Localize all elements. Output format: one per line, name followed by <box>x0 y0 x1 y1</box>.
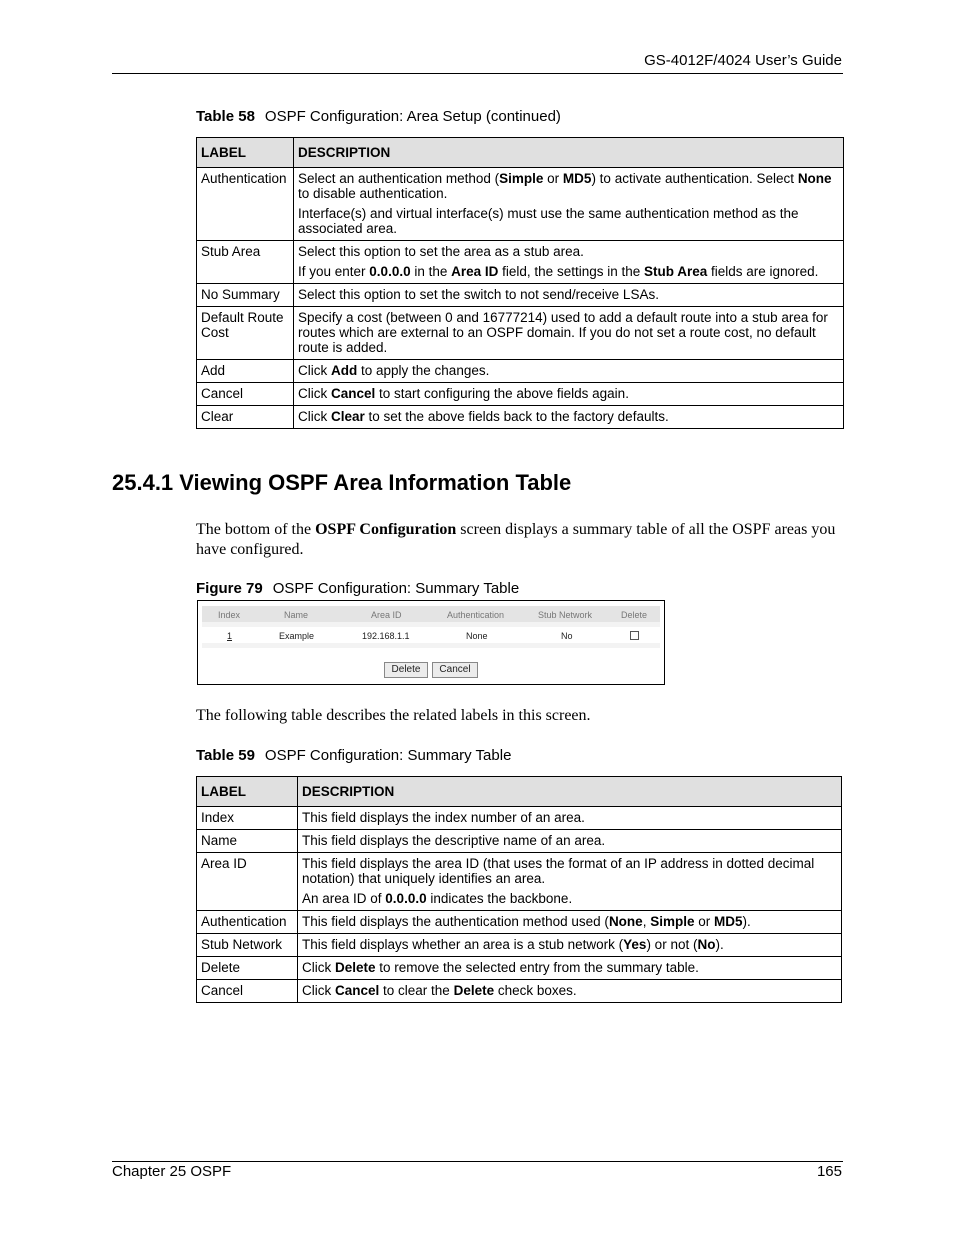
row-description: This field displays the index number of an area. <box>298 807 842 830</box>
row-label: Stub Network <box>197 934 298 957</box>
header-rule <box>112 73 843 74</box>
intro-paragraph: The bottom of the OSPF Configuration screen displays a summary table of all the OSPF areas you have configured. <box>196 521 836 558</box>
delete-checkbox[interactable] <box>630 631 639 640</box>
row-name: Example <box>279 631 315 641</box>
row-label: Delete <box>197 957 298 980</box>
section-heading: 25.4.1 Viewing OSPF Area Information Table <box>112 470 572 495</box>
row-label: Stub Area <box>197 241 294 284</box>
table-row <box>197 980 842 1003</box>
table-row <box>197 934 842 957</box>
figure79-screenshot <box>197 600 665 685</box>
table-row <box>197 241 844 284</box>
labels-paragraph: The following table describes the related labels in this screen. <box>196 707 591 724</box>
row-description: Select this option to set the area as a stub area. If you enter 0.0.0.0 in the Area ID field, the settings in the Stub Area fields are ignored. <box>294 241 844 284</box>
row-description: Select this option to set the switch to not send/receive LSAs. <box>294 284 844 307</box>
table-row <box>197 830 842 853</box>
table-row <box>197 307 844 360</box>
row-label: Authentication <box>197 168 294 241</box>
col-authentication: Authentication <box>447 610 505 620</box>
row-description: Click Clear to set the above fields back to the factory defaults. <box>294 406 844 429</box>
row-description: Click Add to apply the changes. <box>294 360 844 383</box>
row-description: This field displays the descriptive name of an area. <box>298 830 842 853</box>
row-label: Clear <box>197 406 294 429</box>
delete-button[interactable]: Delete <box>384 662 428 678</box>
table58-col-description: DESCRIPTION <box>294 138 844 168</box>
row-label: Add <box>197 360 294 383</box>
summary-table <box>202 606 660 648</box>
table-row <box>197 360 844 383</box>
col-area-id: Area ID <box>371 610 402 620</box>
col-name: Name <box>284 610 309 620</box>
table58-col-label: LABEL <box>197 138 294 168</box>
figure79-caption <box>196 580 519 597</box>
running-header: GS-4012F/4024 User’s Guide <box>644 52 842 69</box>
row-description: Specify a cost (between 0 and 16777214) used to add a default route into a stub area for routes which are external to an OSPF domain. If you do not set a route cost, no default route is added. <box>294 307 844 360</box>
summary-table-header <box>202 606 660 622</box>
row-label: No Summary <box>197 284 294 307</box>
table59-header-row <box>197 777 842 807</box>
table-row <box>197 383 844 406</box>
footer-rule <box>112 1161 843 1162</box>
row-description: Click Cancel to clear the Delete check boxes. <box>298 980 842 1003</box>
table59-caption-title: OSPF Configuration: Summary Table <box>264 747 512 764</box>
table59-caption-number: Table 59 <box>196 747 255 764</box>
figure79-caption-number: Figure 79 <box>196 580 263 597</box>
table-row <box>197 406 844 429</box>
col-index: Index <box>218 610 241 620</box>
cancel-button[interactable]: Cancel <box>432 662 478 678</box>
row-description: Click Delete to remove the selected entry from the summary table. <box>298 957 842 980</box>
row-label: Authentication <box>197 911 298 934</box>
row-label: Area ID <box>197 853 298 911</box>
figure79-caption-title: OSPF Configuration: Summary Table <box>272 580 520 597</box>
col-stub-network: Stub Network <box>538 610 593 620</box>
row-description: This field displays the area ID (that uses the format of an IP address in dotted decimal notation) that uniquely identifies an area. An area ID of 0.0.0.0 indicates the backbone. <box>298 853 842 911</box>
table58-caption <box>196 108 561 125</box>
table59 <box>196 776 842 1003</box>
col-delete: Delete <box>621 610 648 620</box>
row-label: Cancel <box>197 383 294 406</box>
table58-caption-title: OSPF Configuration: Area Setup (continued) <box>264 108 561 125</box>
summary-table-row <box>202 627 660 643</box>
row-label: Cancel <box>197 980 298 1003</box>
row-label: Name <box>197 830 298 853</box>
table-row <box>197 168 844 241</box>
page-number: 165 <box>816 1163 842 1180</box>
row-authentication: None <box>466 631 488 641</box>
table58-header-row <box>197 138 844 168</box>
row-area-id: 192.168.1.1 <box>362 631 410 641</box>
row-label: Index <box>197 807 298 830</box>
table58 <box>196 137 844 429</box>
row-description: Click Cancel to start configuring the above fields again. <box>294 383 844 406</box>
table-row <box>197 911 842 934</box>
table-row <box>197 853 842 911</box>
index-link[interactable]: 1 <box>227 631 233 641</box>
table-row <box>197 807 842 830</box>
row-description: This field displays whether an area is a stub network (Yes) or not (No). <box>298 934 842 957</box>
table59-col-label: LABEL <box>197 777 298 807</box>
row-description: Select an authentication method (Simple or MD5) to activate authentication. Select None to disable authentication. Interface(s) and virtual interface(s) must use the same authentication method as the associated area. <box>294 168 844 241</box>
table58-caption-number: Table 58 <box>196 108 255 125</box>
row-description: This field displays the authentication method used (None, Simple or MD5). <box>298 911 842 934</box>
row-label: Default Route Cost <box>197 307 294 360</box>
table-row <box>197 284 844 307</box>
footer-chapter: Chapter 25 OSPF <box>112 1163 232 1180</box>
table59-col-description: DESCRIPTION <box>298 777 842 807</box>
table59-caption <box>196 747 511 764</box>
row-stub-network: No <box>561 631 573 641</box>
table-row <box>197 957 842 980</box>
